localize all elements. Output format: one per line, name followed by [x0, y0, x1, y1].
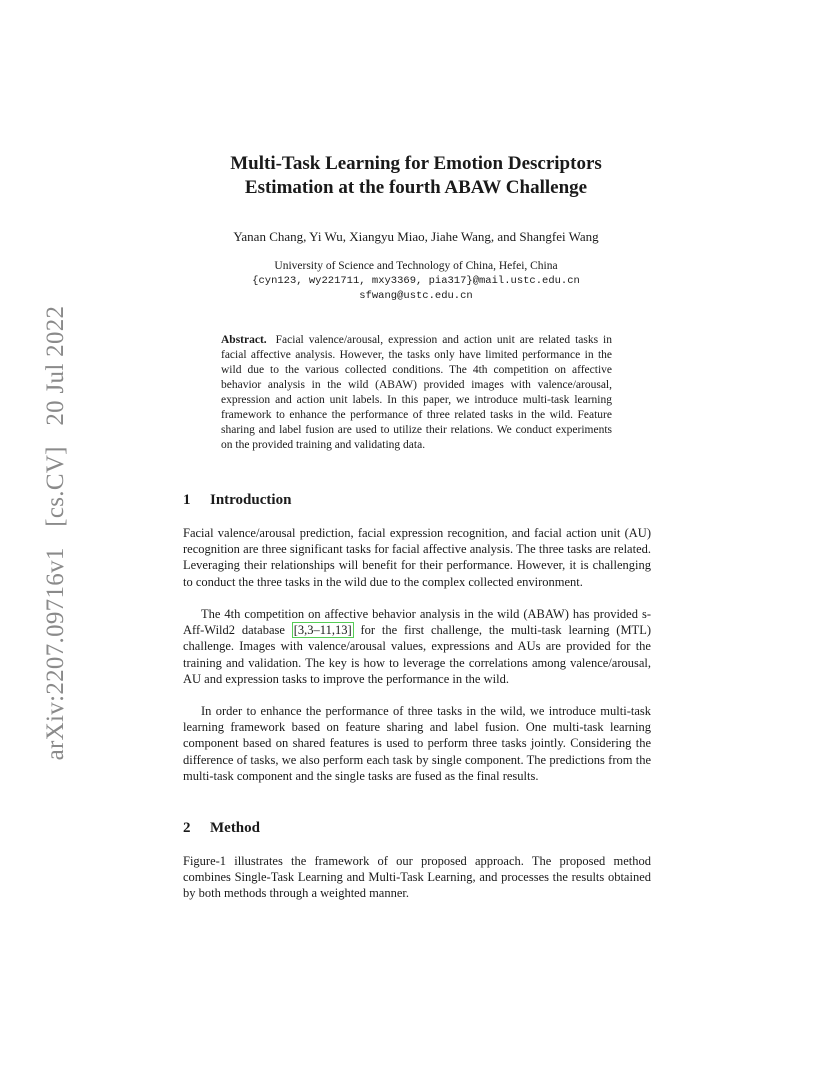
affiliation: University of Science and Technology of China, Hefei, China: [274, 260, 558, 272]
section-heading-introduction: [183, 492, 291, 509]
abstract: [221, 333, 612, 453]
arxiv-category: [cs.CV]: [42, 446, 69, 527]
authors: Yanan Chang, Yi Wu, Xiangyu Miao, Jiahe Wang, and Shangfei Wang: [233, 229, 599, 244]
intro-paragraph-1: Facial valence/arousal prediction, facial expression recognition, and facial action unit (AU) recognition are three significant tasks for facial affective analysis. The three tasks are related. Leveraging their relationships will benefit for their performance. However, it is challenging to conduct the three tasks in the wild due to the complex collected environment.: [183, 526, 651, 589]
arxiv-date: 20 Jul 2022: [42, 305, 69, 426]
section-title: Introduction: [210, 492, 292, 508]
emails-line-1: {cyn123, wy221711, mxy3369, pia317}@mail.ustc.edu.cn: [252, 275, 580, 287]
title-line-1: Multi-Task Learning for Emotion Descriptors: [230, 153, 602, 174]
intro-paragraph-2: [183, 606, 651, 687]
abstract-label: Abstract.: [221, 334, 267, 346]
section-number: 2: [183, 820, 191, 836]
intro-p2-text-b: for the first challenge, the multi-task learning (MTL) challenge. Images with valence/arousal values, expressions and AUs are provided for the training and validation. The key is how to leverage the correlations among valence/arousal, AU and expression tasks to improve the performance in the wild.: [183, 623, 651, 686]
section-title: Method: [210, 820, 260, 836]
paper-title: [150, 152, 682, 200]
arxiv-id: arXiv:2207.09716v1: [42, 547, 69, 761]
method-paragraph-1: Figure-1 illustrates the framework of our proposed approach. The proposed method combines Single-Task Learning and Multi-Task Learning, and processes the results obtained by both methods through a weighted manner.: [183, 854, 651, 901]
citation-link[interactable]: [3,3–11,13]: [293, 623, 352, 638]
abstract-text: Facial valence/arousal, expression and action unit are related tasks in facial affective analysis. However, the tasks only have limited performance in the wild due to the various collected conditions. The 4th competition on affective behavior analysis in the wild (ABAW) provided images with valence/arousal, expression and action unit labels. In this paper, we introduce multi-task learning framework to enhance the performance of three related tasks in the wild. Feature sharing and label fusion are used to utilize their relations. We conduct experiments on the provided training and validating data.: [221, 334, 612, 451]
affiliation-block: [150, 259, 682, 304]
section-heading-method: [183, 820, 260, 837]
arxiv-stamp: [42, 292, 70, 761]
intro-p2-text-a: The 4th competition on affective behavior analysis in the wild (ABAW) has provided s-Aff-Wild2 database: [183, 607, 651, 638]
title-line-2: Estimation at the fourth ABAW Challenge: [244, 177, 588, 198]
section-number: 1: [183, 492, 191, 508]
intro-paragraph-3: In order to enhance the performance of three tasks in the wild, we introduce multi-task learning framework based on feature sharing and label fusion. One multi-task learning component based on shared features is used to perform three tasks jointly. Considering the difference of tasks, we also perform each task by single component. The predictions from the multi-task component and the single tasks are fused as the final results.: [183, 704, 651, 783]
emails-line-2: sfwang@ustc.edu.cn: [359, 290, 473, 302]
